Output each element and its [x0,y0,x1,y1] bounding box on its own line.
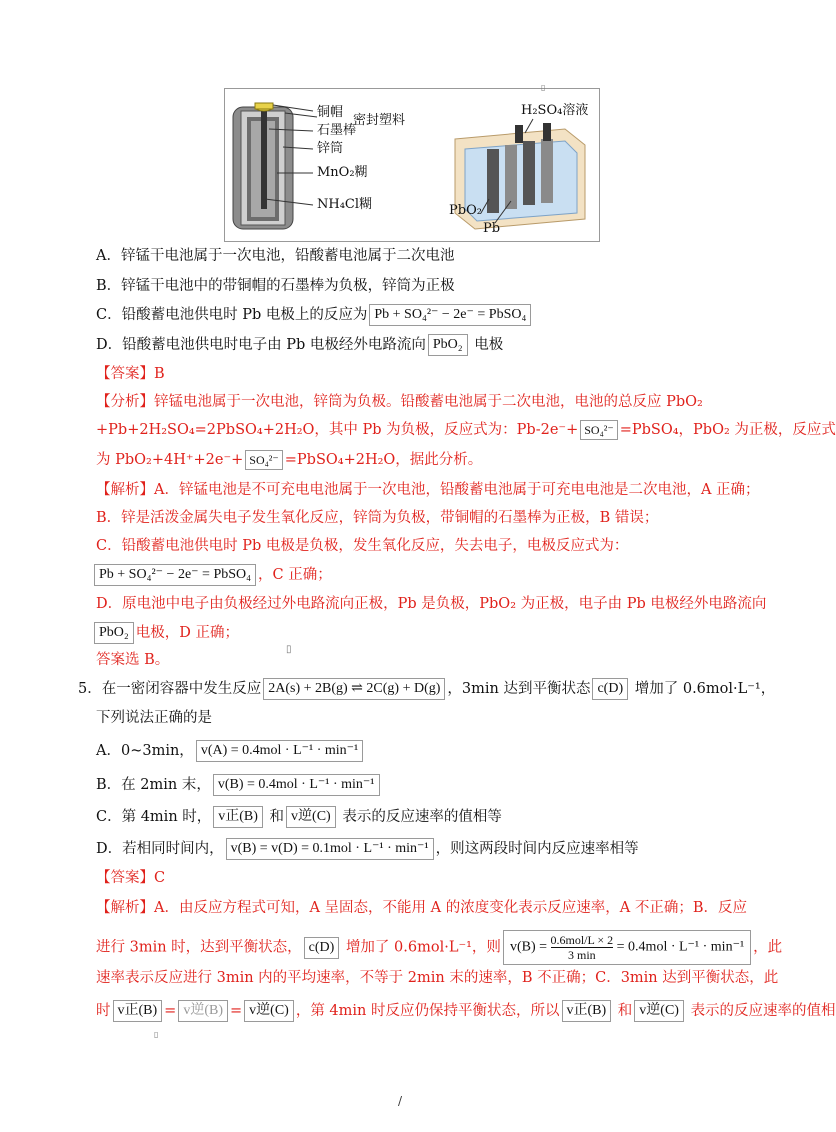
q5-option-c-formula2: v逆(C) [286,806,336,828]
q4-explain-line3: C．铅酸蓄电池供电时 Pb 电极是负极，发生氧化反应，失去电子，电极反应式为： [96,538,629,554]
q5-formula-fraction [551,933,614,962]
q4-explain-pbo2-box: PbO₂ [94,622,134,644]
q4-answer: 【答案】B [96,366,165,382]
q5-explain-line2c: ，此 [753,939,783,956]
q4-explain-line1: 【解析】A．锌锰电池是不可充电电池属于一次电池，铅酸蓄电池属于可充电电池是二次电池，A 正确； [96,482,760,498]
q4-explain-line6-text: 电极，D 正确； [135,625,240,641]
q5-option-c-formula1: v正(B) [213,806,263,828]
q4-option-c-formula: Pb + SO₄²⁻ − 2e⁻ = PbSO₄ [369,304,531,326]
q4-analysis-so4-box-2: SO₄²⁻ [245,450,282,470]
q5-stem-line1c: 增加了 0.6mol·L⁻¹， [634,681,776,697]
q5-formula-rhs: = 0.4mol · L⁻¹ · min⁻¹ [616,939,745,955]
q4-analysis-line3b: =PbSO₄+2H₂O，据此分析。 [284,452,483,468]
q5-option-a [96,740,365,762]
q5-explain-box6: v正(B) [562,1000,612,1022]
label-seal-plastic: 密封塑料 [353,113,406,128]
q5-stem-line2: 下列说法正确的是 [96,710,212,726]
q5-explain-line3: 速率表示反应进行 3min 内的平均速率，不等于 2min 末的速率，B 不正确；C．3min 达到平衡状态，此 [96,970,779,986]
q5-explain-eq1: = [164,1003,177,1019]
q4-option-d-text: D．铅酸蓄电池供电时电子由 Pb 电极经外电路流向 [96,337,426,353]
q5-explain-box5: v逆(C) [244,1000,294,1022]
q4-explain-line4-text: ，C 正确； [258,567,332,583]
label-graphite-rod: 石墨棒 [317,123,357,138]
q5-option-c-after: 表示的反应速率的值相等 [342,809,502,825]
label-pb: Pb [483,221,501,236]
q4-explain-line2: B．锌是活泼金属失电子发生氧化反应，锌筒为负极，带铜帽的石墨棒为正极，B 错误； [96,510,659,526]
q4-analysis-line3 [96,450,482,470]
q5-explain-line4b: ，第 4min 时反应仍保持平衡状态，所以 [295,1003,560,1019]
q5-explain-line4a: 时 [96,1003,111,1019]
q5-explain-rate-formula [503,930,751,965]
dry-cell-drawing [233,103,317,229]
q5-option-d-after: ，则这两段时间内反应速率相等 [435,841,639,857]
q5-explain-line4c: 表示的反应速率的值相 [690,1003,836,1019]
q4-explain-line5: D．原电池中电子由负极经过外电路流向正极，Pb 是负极，PbO₂ 为正极，电子由 Pb 电极经外电路流向 [96,596,767,612]
q4-option-c [96,304,533,326]
q4-option-d-formula: PbO₂ [428,334,468,356]
q5-explain-box7: v逆(C) [634,1000,684,1022]
q4-explain-line4 [92,564,332,586]
q5-explain-eq2: = [230,1003,243,1019]
q5-option-d-text: D．若相同时间内， [96,841,224,857]
q5-stem-line1 [78,678,775,700]
q5-option-d-formula: v(B) = v(D) = 0.1mol · L⁻¹ · min⁻¹ [226,838,434,860]
q4-analysis-so4-box: SO₄²⁻ [580,420,617,440]
q4-option-d [96,334,503,356]
q5-option-b [96,774,382,796]
q4-analysis-line2b: =PbSO₄，PbO₂ 为正极，反应式 [619,422,836,438]
q5-option-a-text: A．0~3min， [96,743,194,759]
q4-option-c-text: C．铅酸蓄电池供电时 Pb 电极上的反应为 [96,307,368,323]
figure-top-mark: ▯ [541,83,546,92]
q5-explain-box3: v逆(B) [178,1000,228,1022]
q4-explain-line6 [92,622,239,644]
label-pbo2: PbO₂ [449,203,482,218]
q4-explain-formula: Pb + SO₄²⁻ − 2e⁻ = PbSO₄ [94,564,256,586]
label-nh4cl-paste: NH₄Cl糊 [317,197,373,212]
q5-option-c-mid: 和 [269,809,285,825]
q4-option-b: B．锌锰干电池中的带铜帽的石墨棒为负极，锌筒为正极 [96,278,455,294]
q5-option-d [96,838,639,860]
label-zinc-tube: 锌筒 [317,141,344,156]
q5-explain-mid: 和 [617,1003,633,1019]
q5-explain-line2b: 增加了 0.6mol·L⁻¹，则 [345,939,501,956]
q5-explain-cd-box: c(D) [304,937,340,959]
q5-option-b-formula: v(B) = 0.4mol · L⁻¹ · min⁻¹ [213,774,380,796]
q4-analysis-line1: 【分析】锌锰电池属于一次电池，锌筒为负极。铅酸蓄电池属于二次电池，电池的总反应 PbO₂ [96,394,703,410]
q5-option-c-text: C．第 4min 时， [96,809,212,825]
q5-bottom-mark: ▯ [154,1030,159,1039]
q4-analysis-line3a: 为 PbO₂+4H⁺+2e⁻+ [96,452,244,468]
q5-option-a-formula: v(A) = 0.4mol · L⁻¹ · min⁻¹ [196,740,363,762]
page-number-mark: / [398,1094,403,1108]
q4-analysis-line2a: +Pb+2H₂SO₄=2PbSO₄+2H₂O，其中 Pb 为负极，反应式为：Pb-2e⁻+ [96,422,579,438]
battery-figure [224,83,600,242]
q5-explain-line2a: 进行 3min 时，达到平衡状态， [96,939,302,956]
label-copper-cap: 铜帽 [317,105,344,120]
q5-formula-numerator: 0.6mol/L × 2 [550,933,614,947]
q4-analysis-line2 [96,420,836,440]
q5-reaction-equation: 2A(s) + 2B(g) ⇌ 2C(g) + D(g) [263,678,445,700]
q5-stem-line1b: ，3min 达到平衡状态 [447,681,591,697]
q5-explain-box1: v正(B) [113,1000,163,1022]
q4-explain-mark: ▯ [286,644,292,655]
q5-explain-line2 [96,930,782,965]
q5-formula-lhs: v(B) = [509,939,547,955]
q5-stem-line1a: 5．在一密闭容器中发生反应 [78,681,262,697]
q5-explain-line4 [96,1000,836,1022]
q5-explain-line1: 【解析】A．由反应方程式可知，A 呈固态，不能用 A 的浓度变化表示反应速率，A 不正确；B．反应 [96,900,747,916]
q4-option-a: A．锌锰干电池属于一次电池，铅酸蓄电池属于二次电池 [96,248,455,264]
label-mno2-paste: MnO₂糊 [317,165,368,180]
q4-explain-line7: 答案选 B。 [96,652,170,668]
q5-formula-denominator: 3 min [567,948,596,962]
q5-answer: 【答案】C [96,870,166,886]
q5-option-c [96,806,502,828]
q4-option-d-after: 电极 [474,337,504,353]
q5-cd-box: c(D) [592,678,628,700]
q5-option-b-text: B．在 2min 末， [96,777,211,793]
label-h2so4-solution: H₂SO₄溶液 [521,103,589,118]
